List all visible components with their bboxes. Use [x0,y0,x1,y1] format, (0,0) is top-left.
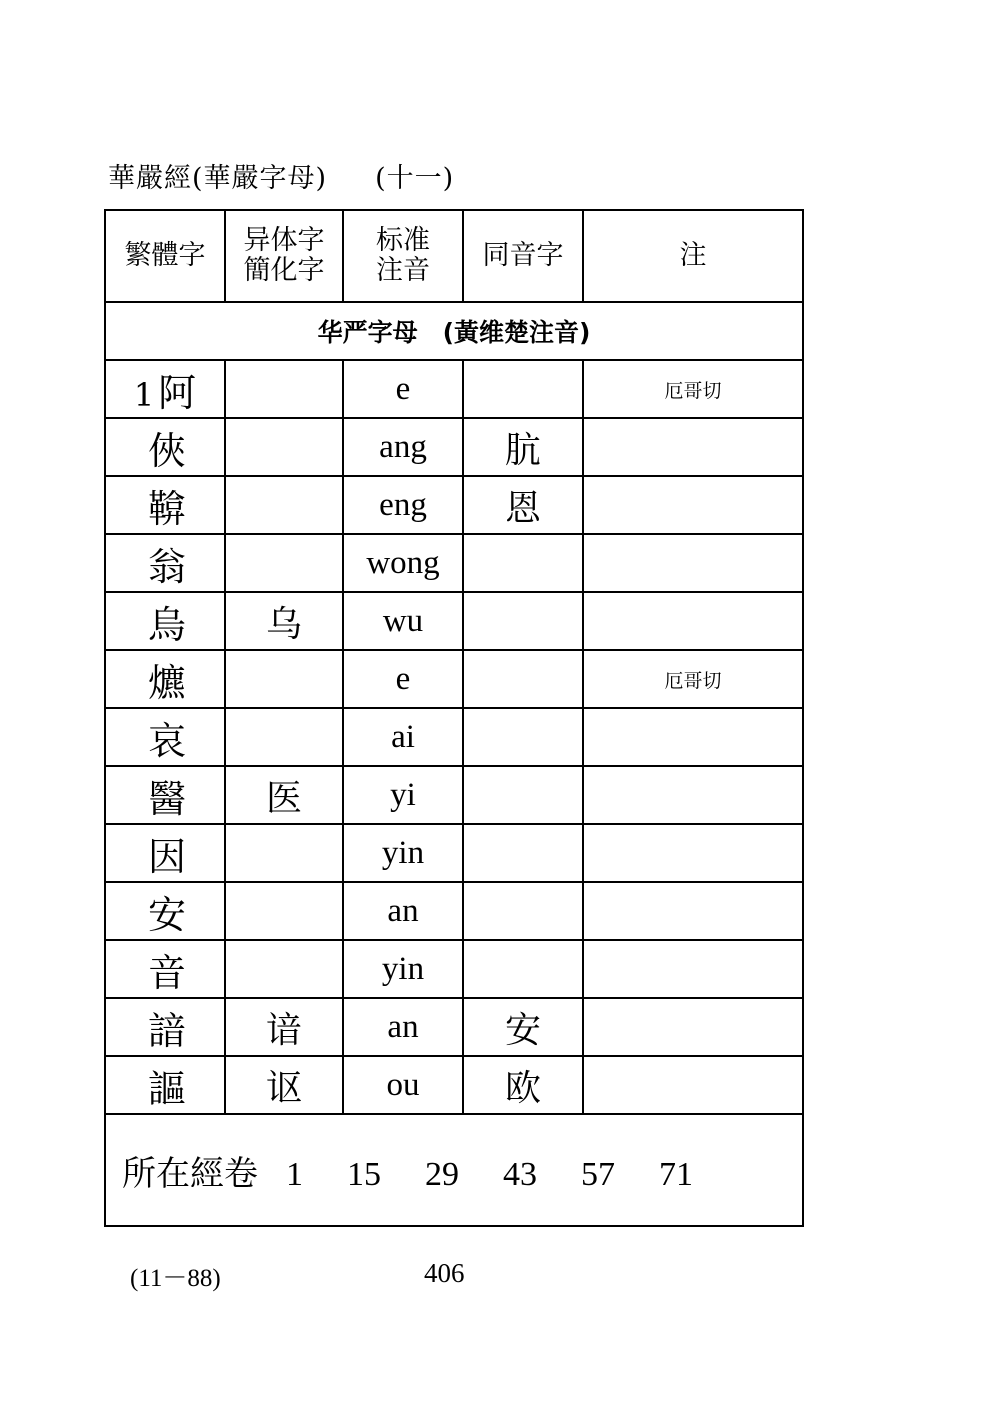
cell-pinyin: yi [343,766,463,824]
cell-traditional [105,824,225,882]
cell-homophone [463,882,583,940]
cell-note [583,418,803,476]
volume-number: 71 [659,1155,693,1193]
cell-homophone [463,940,583,998]
cell-traditional [105,360,225,418]
cell-note [583,534,803,592]
traditional-char: 爊 [147,660,186,705]
title-text: 華嚴經(華嚴字母) [108,163,328,194]
traditional-char: 阿 [158,370,197,415]
table-row [105,998,803,1056]
cell-homophone [463,592,583,650]
cell-pinyin: an [343,882,463,940]
traditional-char: 俠 [147,428,186,473]
cell-note [583,708,803,766]
footer-row [105,1114,803,1226]
table-row [105,940,803,998]
traditional-char: 音 [147,950,186,995]
cell-traditional [105,940,225,998]
traditional-char: 哀 [147,718,186,763]
traditional-char: 安 [147,892,186,937]
cell-variant [225,360,343,418]
cell-note: 厄哥切 [583,360,803,418]
traditional-char: 鞥 [147,486,186,531]
cell-pinyin: yin [343,824,463,882]
traditional-char: 謳 [147,1066,186,1111]
header-note: 注 [583,210,803,302]
cell-pinyin: ou [343,1056,463,1114]
table-row [105,1056,803,1114]
traditional-char: 翁 [147,544,186,589]
cell-variant [225,476,343,534]
section-title: 华严字母 (黃维楚注音) [105,302,803,360]
volume-number: 29 [425,1155,459,1193]
entry-number: 1 [133,375,155,414]
cell-homophone: 恩 [463,476,583,534]
cell-homophone [463,824,583,882]
cell-variant [225,824,343,882]
cell-traditional [105,476,225,534]
cell-variant [225,940,343,998]
cell-traditional [105,418,225,476]
cell-note [583,592,803,650]
header-row [105,210,803,302]
cell-homophone: 肮 [463,418,583,476]
character-table [104,209,804,1227]
cell-variant: 医 [225,766,343,824]
volumes-label: 所在經卷 [122,1153,258,1194]
table-row [105,824,803,882]
page-number: 406 [424,1258,465,1288]
cell-homophone [463,534,583,592]
cell-note [583,940,803,998]
cell-pinyin: an [343,998,463,1056]
table-row [105,766,803,824]
cell-traditional [105,708,225,766]
header-variant: 异体字 簡化字 [225,210,343,302]
table-row [105,882,803,940]
cell-traditional [105,534,225,592]
cell-note [583,882,803,940]
cell-variant: 讴 [225,1056,343,1114]
table-row [105,418,803,476]
table-row [105,360,803,418]
cell-note [583,824,803,882]
traditional-char: 醫 [147,776,186,821]
cell-traditional [105,650,225,708]
cell-pinyin: wong [343,534,463,592]
page-title [108,156,454,195]
volume-number: 57 [581,1155,615,1193]
volume-number: 15 [347,1155,381,1193]
cell-variant [225,418,343,476]
table-row [105,708,803,766]
table-row [105,650,803,708]
cell-variant: 乌 [225,592,343,650]
section-number: (十一) [375,163,455,194]
cell-homophone: 欧 [463,1056,583,1114]
traditional-char: 因 [147,834,186,879]
cell-traditional [105,766,225,824]
cell-note [583,998,803,1056]
cell-variant: 谙 [225,998,343,1056]
cell-pinyin: eng [343,476,463,534]
book-code: (11－88) [130,1265,221,1292]
cell-pinyin: ang [343,418,463,476]
cell-pinyin: e [343,650,463,708]
cell-traditional [105,1056,225,1114]
cell-note [583,1056,803,1114]
traditional-char: 烏 [147,602,186,647]
cell-variant [225,534,343,592]
header-pinyin: 标准 注音 [343,210,463,302]
cell-note [583,476,803,534]
section-row [105,302,803,360]
volume-number: 1 [286,1155,303,1193]
cell-homophone: 安 [463,998,583,1056]
cell-traditional [105,882,225,940]
header-traditional: 繁體字 [105,210,225,302]
table-row [105,476,803,534]
table-row [105,592,803,650]
cell-homophone [463,360,583,418]
traditional-char: 諳 [147,1008,186,1053]
cell-pinyin: yin [343,940,463,998]
table-row [105,534,803,592]
volume-number: 43 [503,1155,537,1193]
cell-variant [225,708,343,766]
cell-traditional [105,998,225,1056]
cell-variant [225,650,343,708]
cell-note: 厄哥切 [583,650,803,708]
cell-homophone [463,708,583,766]
cell-pinyin: ai [343,708,463,766]
cell-pinyin: wu [343,592,463,650]
cell-traditional [105,592,225,650]
cell-note [583,766,803,824]
volumes-cell [105,1114,803,1226]
cell-pinyin: e [343,360,463,418]
header-homophone: 同音字 [463,210,583,302]
cell-homophone [463,766,583,824]
cell-variant [225,882,343,940]
cell-homophone [463,650,583,708]
